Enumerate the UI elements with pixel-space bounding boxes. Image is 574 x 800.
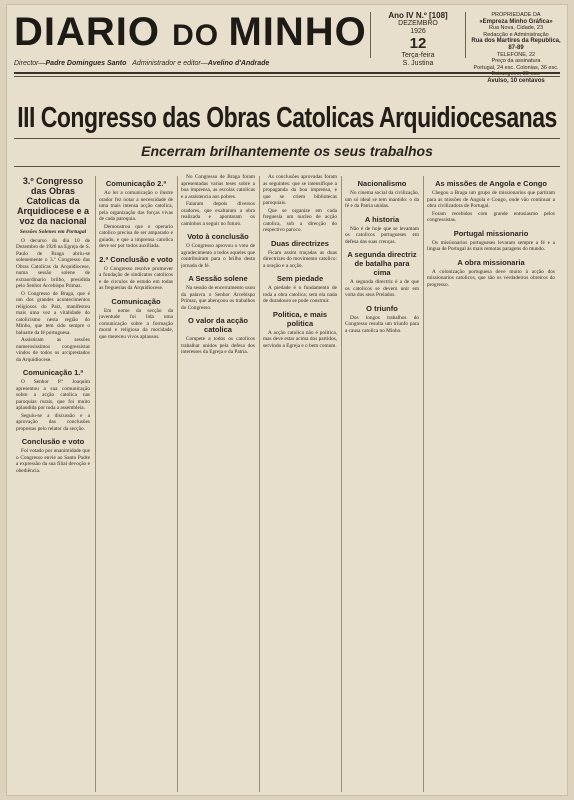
subhead-rule	[14, 166, 560, 167]
article-paragraph: O decurso do dia 10 de Dezembro de 1926 na Egreja de S. Paulo de Braga abriu-se solenemente o 3.º Congresso das Obras Catolicas da Arquidiocese, numa sessão solene de extraordinario brilho, presidida pelo Senhor Arcebispo Primaz.	[16, 237, 90, 289]
article-paragraph: Foi votado por unanimidade que o Congresso envie ao Santo Padre a expressão da sua filial devoção e obediência.	[16, 448, 90, 474]
article-paragraph: Compete a todos os catolicos trabalhar unidos pela defesa dos interesses da Egreja e da Patria.	[181, 336, 255, 355]
issue-weekday: Terça-feira	[401, 52, 435, 59]
article-paragraph: A colonização portuguesa deve muito à acção dos missionarios catolicos, que são os verdadeiros obreiros do progresso.	[427, 268, 555, 288]
section-heading: Comunicação 1.ª	[22, 368, 84, 377]
newspaper-title: DIARIO DO MINHO	[14, 10, 367, 54]
single-copy-price: Avulso, 10 centavos	[487, 77, 545, 84]
subscription-price: Portugal, 24 esc. Colonias, 36 esc.	[473, 64, 559, 71]
section-heading: O triunfo	[366, 303, 398, 313]
article-paragraph: Chegou a Braga um grupo de missionarios que partiram para as missões de Angola e Congo, onde vão continuar a obra civilizadora de Portugal.	[427, 190, 555, 209]
column-divider	[341, 176, 342, 792]
article-column-2	[99, 174, 173, 796]
article-paragraph: O Senhor P.ª Joaquim apresentou a sua comunicação sobre a acção catolica nas paroquias rurais, que foi muito aplaudida por toda a assembleia.	[16, 379, 90, 411]
section-heading: Duas directrizes	[271, 238, 329, 248]
article-paragraph: Os missionarios portugueses levaram sempre a fé e a lingua de Portugal às mais remotas paragens do mundo.	[427, 239, 555, 252]
article-column-5	[345, 174, 419, 796]
article-paragraph: A segunda directriz é a de que os catolicos se devem unir em volta dos seus Prelados.	[345, 279, 419, 298]
main-headline: III Congresso das Obras Catolicas Arquidiocesanas	[17, 100, 557, 134]
publisher-line: PROPRIEDADE DA	[491, 12, 541, 18]
article-paragraph: Não é de hoje que se levantam os catolicos portugueses em defesa das suas crenças.	[345, 225, 419, 245]
sub-headline: Encerram brilhantemente os seus trabalhos	[141, 143, 433, 159]
admin-name: Avelino d'Andrade	[207, 60, 270, 67]
article-paragraph: Foram recebidos com grande entusiasmo pelos congressistas.	[427, 210, 555, 223]
article-kicker: Sessões Solenes em Portugal	[19, 229, 87, 235]
article-paragraph: Na sessão de encerramento usou da palavra o Senhor Arcebispo Primaz, que abençoou os trabalhos do Congresso.	[181, 285, 255, 311]
section-heading: Voto à conclusão	[187, 232, 249, 241]
article-paragraph: O Congresso de Braga, que é um dos grandes acontecimentos religiosos do Paiz, manifestou mais uma vez a vitalidade do catolicismo nesta região do Minho, que tem sido sempre o baluarte da fé portuguesa.	[16, 290, 90, 336]
issue-number: Ano IV N.º [108]	[388, 11, 448, 20]
article-paragraph: Ficam assim traçadas as duas directrizes do movimento catolico: a oração e a acção.	[263, 249, 337, 269]
director-label: Director—	[14, 60, 46, 67]
article-paragraph: No Congresso de Braga foram apresentadas varias teses sobre a boa imprensa, as escolas catolicas e a assistencia aos pobres.	[181, 174, 255, 200]
article-paragraph: Ao ler a comunicação o ilustre orador fez notar a necessidade de uma mais intensa acção catolica, pela organização das forças vivas de cada paroquia.	[99, 190, 173, 222]
issue-day-number: 12	[409, 35, 427, 52]
headline-rule	[14, 138, 560, 139]
masthead-rule	[14, 72, 560, 74]
masthead-rule-thin	[14, 76, 560, 77]
issue-weekday-saint: S. Justina	[402, 60, 434, 67]
column-divider	[95, 176, 96, 792]
article-paragraph: A piedade é o fundamento de toda a obra catolica; sem ela nada de duradouro se pode construir.	[263, 285, 337, 304]
section-heading: Sem piedade	[276, 274, 324, 283]
column-divider	[177, 176, 178, 792]
issue-year: 1926	[410, 28, 426, 35]
article-paragraph: O Congresso aprovou o voto de agradecimento a todos aqueles que contribuiram para o brilho desta jornada de fé.	[181, 243, 255, 269]
publisher-info	[470, 12, 562, 84]
article-paragraph: Dos longos trabalhos do Congresso resulta um triunfo para a causa catolica no Minho.	[345, 314, 419, 334]
section-heading: Comunicação 2.ª	[105, 179, 167, 188]
section-heading: Portugal missionario	[453, 228, 529, 238]
column-divider	[423, 176, 424, 792]
section-heading: Nacionalismo	[357, 179, 407, 188]
article-paragraph: As conclusões aprovadas foram as seguintes: que se intensifique a propaganda da boa imprensa, e que se criem bibliotecas paroquiais.	[263, 174, 337, 206]
article-paragraph: Seguiu-se a discussão e a aprovação das conclusões propostas pelo relator da secção.	[16, 412, 90, 432]
director-bar	[14, 59, 354, 69]
article-column-3	[181, 174, 255, 796]
article-paragraph: Em nome da secção da juventude foi lida uma comunicação sobre a formação moral e religiosa da mocidade, que mereceu vivos aplausos.	[99, 307, 173, 340]
section-heading: A obra missionaria	[457, 257, 525, 267]
article-title: 3.º Congresso das Obras Catolicas da Arquidiocese e a voz da nacional	[16, 176, 90, 226]
publisher-address: Rua dos Martires da Republica, 87-89	[471, 38, 561, 51]
admin-label: Administrador e editor—	[132, 60, 208, 67]
publisher-name: «Empreza Minho Gráfica»	[479, 18, 553, 25]
article-paragraph: Falaram depois diversos oradores, que exaltaram a obra realizada e apontaram os caminhos a seguir no futuro.	[181, 201, 255, 227]
article-paragraph: No cinema social da civilização, um só ideal se tem mantido: o da fé e da Patria unidas.	[345, 190, 419, 209]
subscription-price-foreign: Estrangeiro, 36 esc.	[491, 71, 541, 78]
newspaper-page	[6, 4, 568, 796]
publisher-phone: TELEFONE, 22	[496, 51, 536, 58]
section-heading: O valor da acção catolica	[187, 316, 249, 334]
section-heading: Politica, e mais politica	[272, 309, 328, 328]
article-paragraph: O Congresso resolve promover a fundação de sindicatos catolicos e de circulos de estudo em todas as freguesias da Arquidiocese.	[99, 265, 173, 291]
column-divider	[259, 176, 260, 792]
article-column-1	[16, 174, 90, 796]
article-paragraph: A acção catolica não é politica, mas deve estar acima dos partidos, servindo a Egreja e o bem comum.	[263, 329, 337, 349]
section-heading: Comunicação	[111, 296, 161, 306]
subscription-label: Preço da assinatura	[491, 58, 541, 65]
section-heading: A historia	[364, 214, 400, 224]
publisher-line: Redacção e Administração	[483, 31, 549, 38]
article-paragraph: Demonstrou que o operario catolico precisa de ser amparado e guiado, e que a imprensa catolica deve ser por todos auxiliada.	[99, 223, 173, 249]
article-paragraph: Assistiram as sessões numerosissimos congressistas vindos de todos os arciprestados da Arquidiocese.	[16, 337, 90, 363]
article-column-4	[263, 174, 337, 796]
issue-date-box	[370, 11, 466, 67]
section-heading: As missões de Angola e Congo	[435, 179, 547, 188]
publisher-line: Rua Nova, Cidade, 23	[488, 25, 544, 32]
section-heading: Conclusão e voto	[21, 437, 85, 446]
article-paragraph: Que se organize em cada freguesia um nucleo de acção catolica, sob a direcção do respectivo paroco.	[263, 207, 337, 233]
section-heading: A segunda directriz de batalha para cima	[347, 250, 417, 277]
section-heading: 2.ª Conclusão e voto	[99, 254, 173, 264]
article-column-6	[427, 174, 555, 796]
issue-month: DEZEMBRO	[398, 20, 438, 27]
director-name: Padre Domingues Santo	[45, 60, 127, 67]
section-heading: A Sessão solene	[188, 274, 248, 283]
